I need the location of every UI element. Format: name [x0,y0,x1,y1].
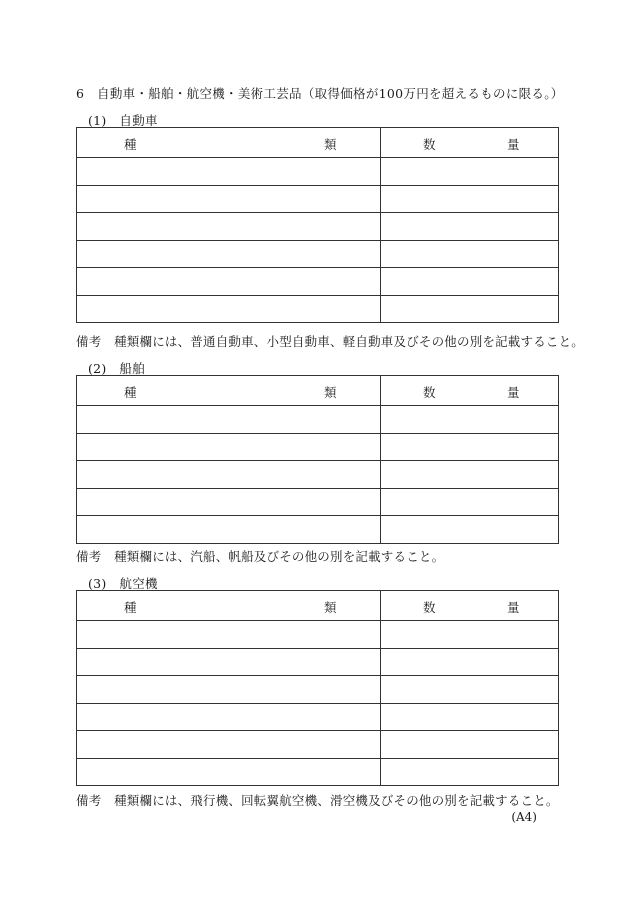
qty-cell[interactable] [381,731,559,759]
table-row [77,731,559,759]
qty-header-char2: 量 [507,385,520,400]
ship-note: 備考 種類欄には、汽船、帆船及びその他の別を記載すること。 [76,549,445,564]
kind-header [77,591,381,621]
aircraft-note: 備考 種類欄には、飛行機、回転翼航空機、滑空機及びその他の別を記載すること。 [76,793,559,808]
subsection-title-aircraft: (3) 航空機 [88,576,158,591]
ship-table [76,375,559,544]
kind-cell[interactable] [77,488,381,516]
kind-header-char2: 類 [324,385,337,400]
qty-cell[interactable] [381,433,559,461]
table-row [77,295,559,323]
aircraft-table [76,590,559,786]
qty-header-char1: 数 [423,137,436,152]
table-row [77,185,559,213]
kind-header-char2: 類 [324,600,337,615]
table-row [77,648,559,676]
subsection-title-ship: (2) 船舶 [88,361,146,376]
kind-header-char2: 類 [324,137,337,152]
kind-header-char1: 種 [124,137,137,152]
qty-cell[interactable] [381,758,559,786]
qty-cell[interactable] [381,488,559,516]
section-title: 6 自動車・船舶・航空機・美術工芸品（取得価格が100万円を超えるものに限る。） [76,86,564,101]
kind-cell[interactable] [77,406,381,434]
kind-cell[interactable] [77,185,381,213]
kind-header-char1: 種 [124,600,137,615]
qty-cell[interactable] [381,158,559,186]
qty-header-char2: 量 [507,137,520,152]
table-row [77,488,559,516]
automobile-table [76,127,559,323]
kind-cell[interactable] [77,676,381,704]
table-row [77,676,559,704]
table-row [77,268,559,296]
kind-cell[interactable] [77,213,381,241]
kind-cell[interactable] [77,461,381,489]
kind-cell[interactable] [77,703,381,731]
paper-size-label: (A4) [511,810,537,824]
qty-header [381,128,559,158]
table-row [77,758,559,786]
table-row [77,240,559,268]
kind-cell[interactable] [77,158,381,186]
table-row [77,461,559,489]
table-header-row [77,128,559,158]
qty-cell[interactable] [381,621,559,649]
qty-header [381,591,559,621]
qty-cell[interactable] [381,703,559,731]
kind-cell[interactable] [77,433,381,461]
table-row [77,158,559,186]
qty-cell[interactable] [381,406,559,434]
table-row [77,406,559,434]
automobile-note: 備考 種類欄には、普通自動車、小型自動車、軽自動車及びその他の別を記載すること。 [76,334,585,349]
subsection-title-automobile: (1) 自動車 [88,113,158,128]
kind-header [77,376,381,406]
kind-cell[interactable] [77,758,381,786]
qty-cell[interactable] [381,268,559,296]
kind-cell[interactable] [77,295,381,323]
qty-cell[interactable] [381,185,559,213]
qty-header-char1: 数 [423,385,436,400]
qty-cell[interactable] [381,240,559,268]
table-row [77,516,559,544]
kind-header-char1: 種 [124,385,137,400]
table-header-row [77,376,559,406]
kind-header [77,128,381,158]
qty-cell[interactable] [381,213,559,241]
kind-cell[interactable] [77,731,381,759]
table-row [77,213,559,241]
kind-cell[interactable] [77,240,381,268]
table-header-row [77,591,559,621]
kind-cell[interactable] [77,516,381,544]
table-row [77,703,559,731]
table-row [77,621,559,649]
table-row [77,433,559,461]
qty-cell[interactable] [381,648,559,676]
kind-cell[interactable] [77,268,381,296]
qty-cell[interactable] [381,461,559,489]
qty-cell[interactable] [381,295,559,323]
qty-cell[interactable] [381,516,559,544]
qty-cell[interactable] [381,676,559,704]
qty-header-char2: 量 [507,600,520,615]
qty-header [381,376,559,406]
kind-cell[interactable] [77,648,381,676]
kind-cell[interactable] [77,621,381,649]
qty-header-char1: 数 [423,600,436,615]
